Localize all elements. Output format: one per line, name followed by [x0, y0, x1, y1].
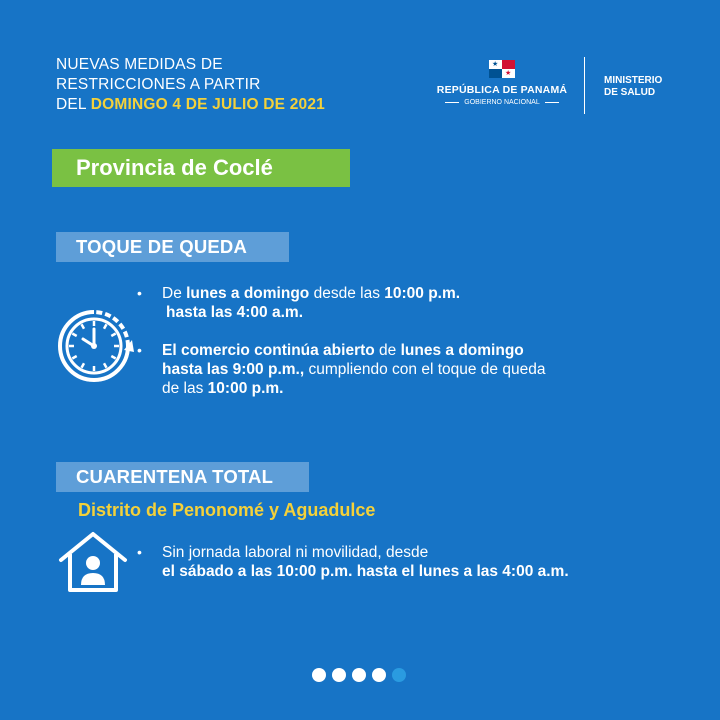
header-line-1: NUEVAS MEDIDAS DE: [56, 56, 223, 73]
text-bold: el sábado a las 10:00 p.m. hasta el lunes a las 4:00 a.m.: [162, 563, 569, 580]
page-dot-2[interactable]: [332, 668, 346, 682]
curfew-bullet-1: [162, 284, 460, 322]
curfew-section-title: TOQUE DE QUEDA: [56, 232, 289, 262]
quarantine-bullet: [162, 543, 569, 581]
bullet-dot: •: [137, 285, 142, 301]
page-dot-3[interactable]: [352, 668, 366, 682]
text-bold: hasta las 9:00 p.m.,: [162, 361, 305, 378]
header-line-2: RESTRICCIONES A PARTIR: [56, 76, 261, 93]
ministry-line-2: DE SALUD: [604, 87, 656, 98]
ministry-logo: [604, 75, 662, 99]
header-date: DOMINGO 4 DE JULIO DE 2021: [90, 96, 326, 113]
text-bold: 10:00 p.m.: [384, 285, 461, 302]
text: De: [162, 285, 187, 302]
republic-name: REPÚBLICA DE PANAMÁ: [436, 84, 568, 96]
government-logo: [428, 60, 576, 106]
text: desde las: [309, 285, 385, 302]
header-line-3: [56, 95, 325, 115]
text-bold: lunes a domingo: [186, 285, 310, 302]
text-bold: lunes a domingo: [400, 342, 524, 359]
pagination-dots: [312, 668, 406, 682]
government-name: GOBIERNO NACIONAL: [464, 99, 540, 106]
page-dot-1[interactable]: [312, 668, 326, 682]
text: de las: [162, 380, 208, 397]
text: cumpliendo con el toque de queda: [304, 361, 546, 378]
district-title: Distrito de Penonomé y Aguadulce: [78, 500, 376, 520]
panama-flag-icon: ★ ★: [489, 60, 515, 78]
government-name-row: [428, 99, 576, 106]
clock-icon: [54, 306, 134, 386]
header-line-3-prefix: DEL: [56, 96, 91, 113]
logo-divider: [584, 57, 585, 114]
page-dot-4[interactable]: [372, 668, 386, 682]
house-person-icon: [58, 530, 128, 594]
text-bold: hasta las 4:00 a.m.: [166, 304, 303, 321]
ministry-line-1: MINISTERIO: [604, 75, 663, 86]
bullet-dot: •: [137, 342, 142, 358]
curfew-bullet-2: [162, 341, 545, 398]
text-bold: 10:00 p.m.: [207, 380, 284, 397]
text: Sin jornada laboral ni movilidad, desde: [162, 544, 429, 561]
quarantine-section-title: CUARENTENA TOTAL: [56, 462, 309, 492]
header-title: [56, 55, 325, 115]
text: de: [374, 342, 401, 359]
province-banner: Provincia de Coclé: [52, 149, 350, 187]
page-dot-5-active[interactable]: [392, 668, 406, 682]
bullet-dot: •: [137, 544, 142, 560]
text-bold: El comercio continúa abierto: [162, 342, 375, 359]
